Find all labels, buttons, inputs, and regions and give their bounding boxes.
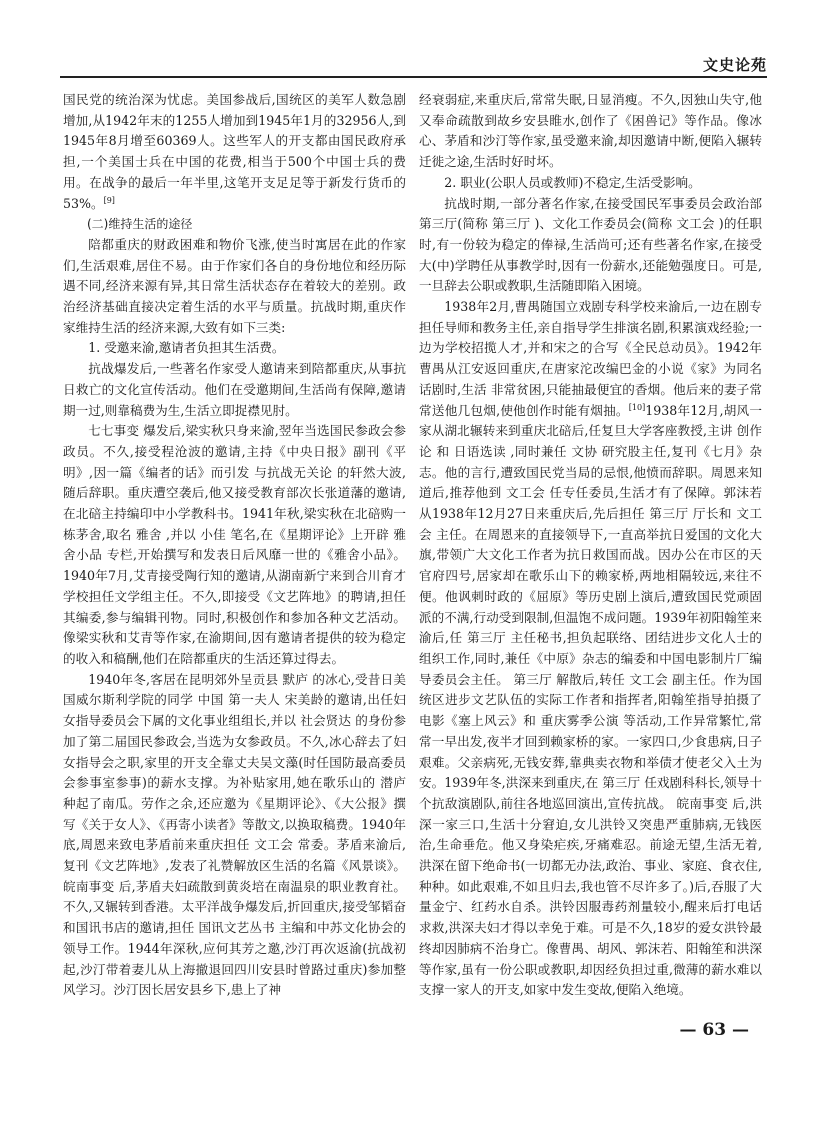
paragraph: 1940年冬,客居在昆明郊外呈贡县 默庐 的冰心,受昔日美国威尔斯利学院的同学 中国 第一夫人 宋美龄的邀请,出任妇女指导委员会下属的文化事业组组长,并以 社会贤达 的身份参加了第二届国民参政会,当选为女参政员。不久,冰心辞去了妇女指导会之职,家里的开支全靠丈夫吴文藻(时任国防最高委员会参事室参事)的薪水支撑。为补贴家用,她在歌乐山的 潜庐 种起了南瓜。劳作之余,还应邀为《星期评论》、《大公报》撰写《关于女人》、《再寄小读者》等散文,以换取稿费。1940年底,周恩来致电茅盾前来重庆担任 文工会 常委。茅盾来渝后,复刊《文艺阵地》,发表了礼赞解放区生活的名篇《风景谈》。 皖南事变 后,茅盾夫妇疏散到黄炎培在南温泉的职业教育社。不久,又辗转到香港。太平洋战争爆发后,折回重庆,接受邹韬奋和国讯书店的邀请,担任 国讯文艺丛书 主编和中苏文化协会的领导工作。1944年深秋,应何其芳之邀,沙汀再次返渝(抗战初起,沙汀带着妻儿从上海撤退回四川安县时曾路过重庆)参加整风学习。沙汀因长居安县乡下,患上了神 [63, 671, 406, 998]
paragraph: 陪都重庆的财政困难和物价飞涨,使当时寓居在此的作家们,生活艰难,居住不易。由于作家们各自的身份地位和经历际遇不同,经济来源有异,其日常生活状态存在着较大的差别。政治经济基础直接决定着生活的水平与质量。抗战时期,重庆作家维持生活的经济来源,大致有如下三类: [63, 236, 406, 335]
list-item: 2. 职业(公职人员或教师)不稳定,生活受影响。 [444, 174, 701, 190]
citation-ref: [10] [628, 402, 646, 412]
header-rule [60, 76, 767, 78]
paragraph: 抗战爆发后,一些著名作家受人邀请来到陪都重庆,从事抗日救亡的文化宣传活动。他们在受邀期间,生活尚有保障,邀请期一过,则靠稿费为生,生活立即捉襟见肘。 [63, 361, 406, 418]
paragraph: 经衰弱症,来重庆后,常常失眠,日显消瘦。不久,因独山失守,他又奉命疏散到故乡安县睢水,创作了《困兽记》等作品。像冰心、茅盾和沙汀等作家,虽受邀来渝,却因邀请中断,便陷入辗转迁徙之途,生活时好时坏。 [419, 92, 762, 170]
list-item: 1. 受邀来渝,邀请者负担其生活费。 [88, 340, 285, 356]
paragraph: 1938年2月,曹禺随国立戏剧专科学校来渝后,一边在剧专担任导师和教务主任,亲自指导学生排演名剧,积累演戏经验;一边为学校招揽人才,并和宋之的合写《全民总动员》。1942年曹禺从江安返回重庆,在唐家沱改编巴金的小说《家》为同名话剧时,生活 非常贫困,只能抽最便宜的香烟。他后来的妻子常常送他几包烟,使他创作时能有烟抽。[10]1938年12月,胡风一家从湖北辗转来到重庆北碚后,任复旦大学客座教授,主讲 创作论 和 日语选读 ,同时兼任 文协 研究股主任,复刊《七月》杂志。他的言行,遭致国民党当局的忌恨,他愤而辞职。周恩来知道后,推荐他到 文工会 任专任委员,生活才有了保障。郭沫若从1938年12月27日来重庆后,先后担任 第三厅 厅长和 文工会 主任。在周恩来的直接领导下,一直高举抗日爱国的文化大旗,带领广大文化工作者为抗日救国而战。因办公在市区的天官府四号,居家却在歌乐山下的赖家桥,两地相隔较远,来往不便。他讽刺时政的《屈原》等历史剧上演后,遭致国民党顽固派的不满,行动受到限制,但温饱不成问题。1939年初阳翰笙来渝后,任 第三厅 主任秘书,担负起联络、团结进步文化人士的组织工作,同时,兼任《中原》杂志的编委和中国电影制片厂编导委员会主任。 第三厅 解散后,转任 文工会 副主任。作为国统区进步文艺队伍的实际工作者和指挥者,阳翰笙指导拍摄了电影《塞上风云》和 重庆雾季公演 等活动,工作异常繁忙,常常一早出发,夜半才回到赖家桥的家。一家四口,少食患病,日子艰难。父亲病死,无钱安葬,靠典卖衣物和举债才使老父入土为安。1939年冬,洪深来到重庆,在 第三厅 任戏剧科科长,领导十个抗敌演剧队,前往各地巡回演出,宣传抗战。 皖南事变 后,洪深一家三口,生活十分窘迫,女儿洪铃又突患严重肺病,无钱医治,生命垂危。他又身染疟疾,牙痛难忍。前途无望,生活无着,洪深在留下绝命书(一切都无办法,政治、事业、家庭、食衣住,种种。如此艰难,不如且归去,我也管不尽许多了。)后,吞服了大量金宁、红药水自杀。洪铃因服毒药剂量较小,醒来后打电话求救,洪深夫妇才得以幸免于难。可是不久,18岁的爱女洪铃最终却因肺病不治身亡。像曹禺、胡风、郭沫若、阳翰笙和洪深等作家,虽有一份公职或教职,却因经负担过重,微薄的薪水难以支撑一家人的开支,如家中发生变故,便陷入绝境。 [419, 299, 762, 998]
section-title: 文史论苑 [702, 56, 767, 74]
paragraph: 国民党的统治深为忧虑。美国参战后,国统区的美军人数急剧增加,从1942年末的1255人增加到1945年1月的32956人,到1945年8月增至60369人。这些军人的开支都由国民政府承担,一个美国士兵在中国的花费,相当于500个中国士兵的费用。在战争的最后一年半里,这笔开支足足等于新发行货币的53%。[9] [63, 92, 406, 211]
paragraph: 抗战时期,一部分著名作家,在接受国民军事委员会政治部第三厅(简称 第三厅 )、文化工作委员会(简称 文工会 )的任职时,有一份较为稳定的俸禄,生活尚可;还有些著名作家,在接受大(中)学聘任从事教学时,因有一份薪水,还能勉强度日。可是,一旦辞去公职或教职,生活随即陷入困境。 [419, 195, 762, 294]
page-number: — 63 — [679, 1020, 749, 1040]
running-header [60, 40, 767, 78]
subheading: (二)维持生活的途径 [87, 217, 193, 232]
right-column [419, 90, 762, 1110]
citation-ref: [9] [103, 195, 115, 205]
left-column [63, 90, 406, 1110]
paragraph: 七七事变 爆发后,梁实秋只身来渝,翌年当选国民参政会参政员。不久,接受程沧波的邀请,主持《中央日报》副刊《平明》,因一篇《编者的话》而引发 与抗战无关论 的轩然大波,随后辞职。重庆遭空袭后,他又接受教育部次长张道藩的邀请,在北碚主持编印中小学教科书。1941年秋,梁实秋在北碚购一栋茅舍,取名 雅舍 ,并以 小佳 笔名,在《星期评论》上开辟 雅舍小品 专栏,开始撰写和发表日后风靡一世的《雅舍小品》。1940年7月,艾青接受陶行知的邀请,从湖南新宁来到合川育才学校担任文学组主任。不久,即接受《文艺阵地》的聘请,担任其编委,参与编辑刊物。同时,积极创作和参加各种文艺活动。像梁实秋和艾青等作家,在渝期间,因有邀请者提供的较为稳定的收入和稿酬,他们在陪都重庆的生活还算过得去。 [63, 423, 406, 666]
